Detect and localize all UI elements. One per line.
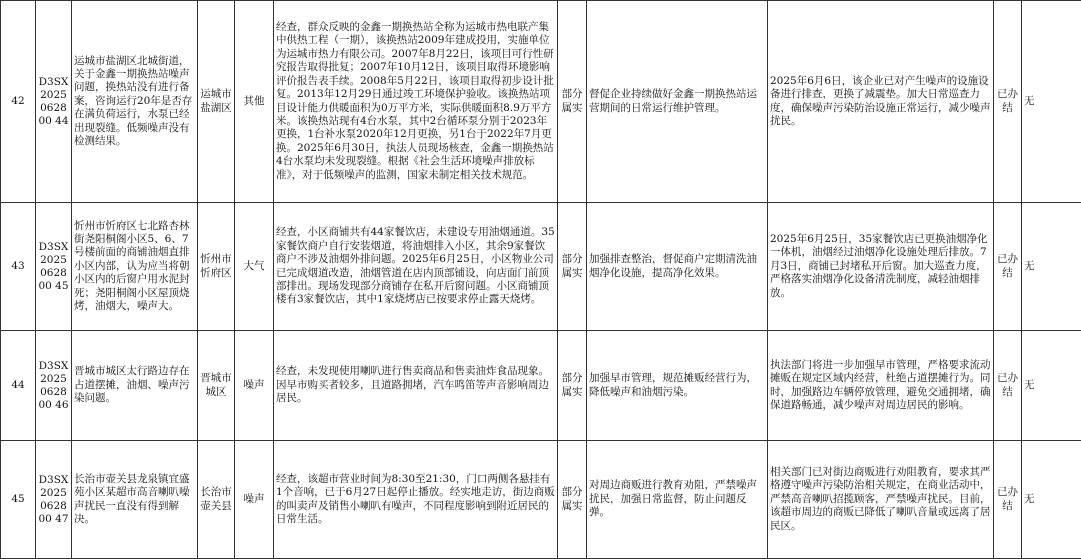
admin-area: 忻州市忻府区 <box>198 203 235 331</box>
accountability: 无 <box>1022 203 1081 331</box>
table-row <box>1 441 1081 559</box>
investigation-result: 经查，该超市营业时间为8:30至21:30，门口两侧各悬挂有1个音响，已于6月27日起停止播放。经实地走访，街边商贩的叫卖声及销售小喇叭有噪声，不同程度影响到附近居民的日常生活。 <box>274 441 558 559</box>
rectification-status: 2025年6月25日，35家餐饮店已更换油烟净化一体机，油烟经过油烟净化设施处理后排放。7月3日，商铺已封堵私开后窗。加大巡查力度，严格落实油烟净化设备清洗制度，减轻油烟排放。 <box>768 203 994 331</box>
table-row <box>1 203 1081 331</box>
case-status: 已办结 <box>994 203 1022 331</box>
verdict: 部分属实 <box>558 441 587 559</box>
investigation-result: 经查，群众反映的金鑫一期换热站全称为运城市热电联产集中供热工程（一期），该换热站2009年建成投用，实施单位为运城市热力有限公司。2007年8月22日，该项目可行性研究报告取得批复；2007年10月12日，该项目取得环境影响评价报告表手续。2008年5月22日，该项目取得初步设计批复。2013年12月29日通过竣工环境保护验收。该换热站项目设计能力供暖面积为0万平方米，实际供暖面积8.9万平方米。该换热站现有4台水泵，其中2台循环泵分别于2023年更换，1台补水泵2020年12月更换，另1台于2022年7月更换。2025年6月30日，执法人员现场核查，金鑫一期换热站4台水泵均未发现裂缝。根据《社会生活环境噪声排放标准》，对于低频噪声的监测，国家未制定相关技术规范。 <box>274 1 558 203</box>
pollution-type: 大气 <box>235 203 274 331</box>
accountability: 无 <box>1022 331 1081 441</box>
table-row <box>1 331 1081 441</box>
handling-measure: 对周边商贩进行教育劝阻，严禁噪声扰民，加强日常监督，防止问题反弹。 <box>587 441 768 559</box>
investigation-result: 经查，小区商铺共有44家餐饮店，未建设专用油烟通道。35家餐饮商户自行安装烟道，将油烟排入小区，其余9家餐饮商户不涉及油烟外排问题。2025年6月25日，小区物业公司已完成烟道改造，油烟管道在店内顶部铺设，向店面门前顶部排出。现场发现部分商铺存在私开后窗问题。小区商铺顶楼有3家餐饮店，其中1家烧烤店已按要求停止露天烧烤。 <box>274 203 558 331</box>
admin-area: 长治市壶关县 <box>198 441 235 559</box>
verdict: 部分属实 <box>558 1 587 203</box>
pollution-type: 其他 <box>235 1 274 203</box>
investigation-result: 经查，未发现使用喇叭进行售卖商品和售卖油炸食品现象。因早市购买者较多，且道路拥堵，汽车鸣笛等声音影响周边居民。 <box>274 331 558 441</box>
case-status: 已办结 <box>994 1 1022 203</box>
pollution-type: 噪声 <box>235 331 274 441</box>
admin-area: 晋城市城区 <box>198 331 235 441</box>
verdict: 部分属实 <box>558 331 587 441</box>
complaint-content: 晋城市城区太行路边存在占道摆摊，油烟、噪声污染问题。 <box>72 331 198 441</box>
rectification-status: 2025年6月6日，该企业已对产生噪声的设施设备进行排查，更换了减震垫。加大日常巡查力度，确保噪声污染防治设施正常运行，减少噪声扰民。 <box>768 1 994 203</box>
row-index: 42 <box>1 1 36 203</box>
rectification-status: 相关部门已对街边商贩进行劝阻教育，要求其严格遵守噪声污染防治相关规定，在商业活动中，严禁高音喇叭招揽顾客，严禁噪声扰民。目前，该超市周边的商贩已降低了喇叭音量或远离了居民区。 <box>768 441 994 559</box>
table-row <box>1 1 1081 203</box>
row-index: 45 <box>1 441 36 559</box>
verdict: 部分属实 <box>558 203 587 331</box>
accountability: 无 <box>1022 1 1081 203</box>
complaint-content: 运城市盐湖区北城街道，关于金鑫一期换热站噪声问题，换热站没有进行备案，咨询运行20年是否存在满负荷运行，水泵已经出现裂缝。低频噪声没有检测结果。 <box>72 1 198 203</box>
handling-measure: 加强早市管理，规范摊贩经营行为，降低噪声和油烟污染。 <box>587 331 768 441</box>
handling-measure: 督促企业持续做好金鑫一期换热站运营期间的日常运行维护管理。 <box>587 1 768 203</box>
rectification-status: 执法部门将进一步加强早市管理，严格要求流动摊贩在规定区域内经营，杜绝占道摆摊行为。同时，加强路边车辆停放管理，避免交通拥堵，确保道路畅通，减少噪声对周边居民的影响。 <box>768 331 994 441</box>
pollution-type: 噪声 <box>235 441 274 559</box>
complaint-content: 长治市壶关县龙泉镇宜盛苑小区某超市高音喇叭噪声扰民一直没有得到解决。 <box>72 441 198 559</box>
case-status: 已办结 <box>994 331 1022 441</box>
case-code: D3SX2025062800 47 <box>36 441 72 559</box>
case-status: 已办结 <box>994 441 1022 559</box>
complaint-content: 忻州市忻府区七北路杏林街尧阳桐阁小区5、6、7号楼前面的商铺油烟直排小区内部，认为应当将朝小区内的后窗户用水泥封死；尧阳桐阁小区屋顶烧烤，油烟大，噪声大。 <box>72 203 198 331</box>
case-code: D3SX2025062800 45 <box>36 203 72 331</box>
row-index: 44 <box>1 331 36 441</box>
row-index: 43 <box>1 203 36 331</box>
case-code: D3SX2025062800 46 <box>36 331 72 441</box>
accountability: 无 <box>1022 441 1081 559</box>
handling-measure: 加强排查整治，督促商户定期清洗油烟净化设施，提高净化效果。 <box>587 203 768 331</box>
case-code: D3SX2025062800 44 <box>36 1 72 203</box>
admin-area: 运城市盐湖区 <box>198 1 235 203</box>
